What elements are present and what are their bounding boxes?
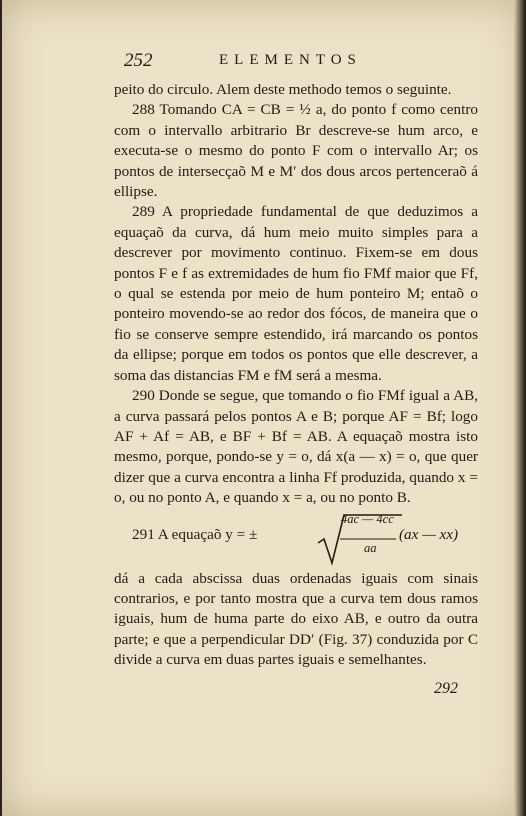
page-number: 252: [124, 50, 153, 71]
page-header: [124, 50, 464, 74]
paragraph-290: 290 Donde se segue, que tomando o fio FMf igual a AB, a curva passará pelos pontos A e B; porque AF = Bf; logo AF + Af = AB, e BF + Bf = AB. A equaçaõ mostra isto mesmo, porque, pondo-se y = o, dá x(a — x) = o, que quer dizer que a curva encontra a linha Ff produzida, quando x = o, ou no ponto A, e quando x = a, ou no ponto B.: [114, 387, 478, 507]
paragraph-291: dá a cada abscissa duas ordenadas iguais com sinais contrarios, e por tanto mostra que a curva tem dous ramos iguais, hum de huma parte do eixo AB, e outro da outra parte; e que a perpendicular DD′ (Fig. 37) conduzida por C divide a curva em duas partes iguais e semelhantes.: [114, 569, 478, 669]
book-page: [2, 0, 524, 816]
body-text: [114, 80, 478, 671]
formula-291: [114, 511, 478, 569]
paragraph-289: 289 A propriedade fundamental de que deduzimos a equaçaõ da curva, dá hum meio muito simples para a descrever por movimento continuo. Fixem-se em dous pontos F e f as extremidades de hum fio FMf maior que Ff, o qual se estenda por meio de hum ponteiro M; entaõ o ponteiro movendo-se ao redor dos fócos, de maneira que o fio se conserve sempre estendido, irá marcando os pontos da ellipse; porque em todos os pontos que elle descrever, a soma das distancias FM e fM será a mesma.: [114, 203, 478, 384]
fraction-denominator: aa: [364, 540, 377, 555]
paragraph-continuation: peito do circulo. Alem deste methodo temos o seguinte.: [114, 81, 452, 98]
paragraph-288: 288 Tomando CA = CB = ½ a, do ponto f como centro com o intervallo arbitrario Br descreve-se hum arco, e executa-se o mesmo do ponto F com o intervallo Ar; os pontos de intersecçaõ M e M′ dos dous arcos pertenceraõ á ellipse.: [114, 101, 478, 201]
formula-label: 291 A equaçaõ y = ±: [132, 525, 258, 543]
fraction-numerator: 4ac — 4cc: [341, 511, 394, 526]
running-title: ELEMENTOS: [219, 52, 362, 68]
page-edge: [514, 0, 524, 816]
formula-factor: (ax — xx): [399, 525, 459, 543]
catchword: 292: [434, 680, 458, 697]
